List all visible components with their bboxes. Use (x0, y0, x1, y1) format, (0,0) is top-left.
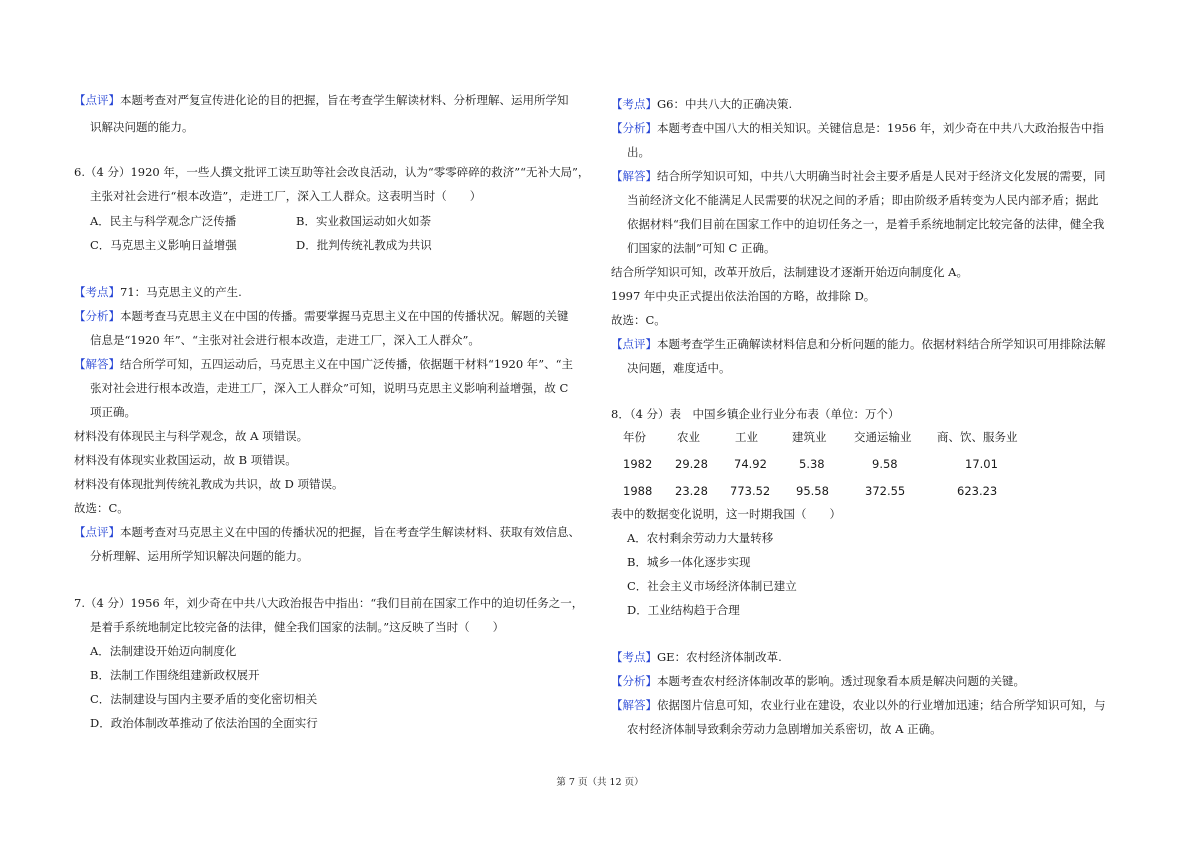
q7-kaodian: 【考点】G6：中共八大的正确决策. (611, 97, 793, 111)
q6-analysis-cont: 信息是“1920 年”、“主张对社会进行根本改造，走进工厂，深入工人群众”。 (90, 333, 480, 347)
q8-answer-cont: 农村经济体制导致剩余劳动力急剧增加关系密切，故 A 正确。 (627, 722, 942, 736)
table-cell: 5.38 (799, 457, 825, 471)
q7-option-d: D．政治体制改革推动了依法治国的全面实行 (90, 716, 318, 730)
table-cell: 372.55 (865, 484, 906, 498)
comment-tag: 【点评】 (74, 525, 120, 539)
q6-answer-line: 材料没有体现批判传统礼教成为共识，故 D 项错误。 (74, 477, 344, 491)
table-cell: 1988 (623, 484, 653, 498)
table-cell: 95.58 (796, 484, 829, 498)
analysis-tag: 【分析】 (611, 121, 657, 135)
table-cell: 29.28 (675, 457, 708, 471)
q6-option-a: A．民主与科学观念广泛传播 (90, 214, 237, 228)
table-cell: 74.92 (734, 457, 767, 471)
table-cell: 9.58 (872, 457, 898, 471)
q7-comment-cont: 决问题，难度适中。 (627, 361, 731, 375)
q5-comment: 【点评】本题考查对严复宣传进化论的目的把握，旨在考查学生解读材料、分析理解、运用所学知 (74, 93, 569, 107)
table-header: 建筑业 (792, 430, 827, 444)
q6-comment-cont: 分析理解、运用所学知识解决问题的能力。 (90, 549, 309, 563)
q6-option-b: B．实业救国运动如火如荼 (296, 214, 431, 228)
q6-option-c: C．马克思主义影响日益增强 (90, 238, 237, 252)
q6-answer-cont2: 项正确。 (90, 405, 136, 419)
q6-analysis: 【分析】本题考查马克思主义在中国的传播。需要掌握马克思主义在中国的传播状况。解题的关键 (74, 309, 569, 323)
q6-answer-cont: 张对社会进行根本改造，走进工厂，深入工人群众”可知，说明马克思主义影响利益增强，故 C (90, 381, 569, 395)
q6-kaodian: 【考点】71：马克思主义的产生. (74, 285, 242, 299)
q8-option-b: B．城乡一体化逐步实现 (627, 555, 751, 569)
q8-option-c: C．社会主义市场经济体制已建立 (627, 579, 797, 593)
kaodian-tag: 【考点】 (611, 97, 657, 111)
analysis-tag: 【分析】 (611, 674, 657, 688)
q7-choice: 故选：C。 (611, 313, 666, 327)
table-header: 农业 (677, 430, 700, 444)
q7-stem-cont: 是着手系统地制定比较完备的法律，健全我们国家的法制。”这反映了当时（ ） (90, 620, 505, 634)
q6-answer: 【解答】结合所学可知，五四运动后，马克思主义在中国广泛传播，依据题干材料“1920 年”、“主 (74, 357, 574, 371)
q8-analysis: 【分析】本题考查农村经济体制改革的影响。透过现象看本质是解决问题的关键。 (611, 674, 1025, 688)
q7-answer: 【解答】结合所学知识可知，中共八大明确当时社会主要矛盾是人民对于经济文化发展的需要，同 (611, 169, 1106, 183)
q6-comment: 【点评】本题考查对马克思主义在中国的传播状况的把握，旨在考查学生解读材料、获取有效信息、 (74, 525, 580, 539)
kaodian-tag: 【考点】 (74, 285, 120, 299)
q7-answer-line: 结合所学知识可知，改革开放后，法制建设才逐渐开始迈向制度化 A。 (611, 265, 968, 279)
comment-tag: 【点评】 (611, 337, 657, 351)
q7-option-a: A．法制建设开始迈向制度化 (90, 644, 237, 658)
q7-answer-cont: 们国家的法制”可知 C 正确。 (627, 241, 776, 255)
q6-choice: 故选：C。 (74, 501, 129, 515)
table-header: 商、饮、服务业 (937, 430, 1018, 444)
q8-option-a: A．农村剩余劳动力大量转移 (627, 531, 774, 545)
table-header: 工业 (735, 430, 758, 444)
q8-option-d: D．工业结构趋于合理 (627, 603, 740, 617)
q6-stem-cont: 主张对社会进行“根本改造”，走进工厂，深入工人群众。这表明当时（ ） (90, 189, 482, 203)
answer-tag: 【解答】 (611, 169, 657, 183)
q7-option-c: C．法制建设与国内主要矛盾的变化密切相关 (90, 692, 318, 706)
q6-answer-line: 材料没有体现实业救国运动，故 B 项错误。 (74, 453, 297, 467)
q7-analysis-cont: 出。 (627, 145, 650, 159)
q7-answer-cont: 依据材料“我们目前在国家工作中的迫切任务之一，是着手系统地制定比较完备的法律，健全我 (627, 217, 1105, 231)
q7-answer-line: 1997 年中央正式提出依法治国的方略，故排除 D。 (611, 289, 876, 303)
q6-stem: 6.（4 分）1920 年，一些人撰文批评工读互助等社会改良活动，认为“零零碎碎的救济”“无补大局”， (74, 165, 590, 179)
comment-tag: 【点评】 (74, 93, 120, 107)
analysis-tag: 【分析】 (74, 309, 120, 323)
table-header: 年份 (623, 430, 646, 444)
table-cell: 23.28 (675, 484, 708, 498)
table-cell: 17.01 (965, 457, 998, 471)
q7-answer-cont: 当前经济文化不能满足人民需要的状况之间的矛盾；即由阶级矛盾转变为人民内部矛盾；据此 (627, 193, 1099, 207)
q6-answer-line: 材料没有体现民主与科学观念，故 A 项错误。 (74, 429, 309, 443)
q7-stem: 7.（4 分）1956 年，刘少奇在中共八大政治报告中指出：“我们目前在国家工作中的迫切任务之一， (74, 596, 584, 610)
kaodian-tag: 【考点】 (611, 650, 657, 664)
table-cell: 623.23 (957, 484, 998, 498)
table-cell: 1982 (623, 457, 653, 471)
answer-tag: 【解答】 (611, 698, 657, 712)
table-header: 交通运输业 (854, 430, 912, 444)
q7-option-b: B．法制工作围绕组建新政权展开 (90, 668, 260, 682)
q8-answer: 【解答】依据图片信息可知，农业行业在建设，农业以外的行业增加迅速；结合所学知识可知，与 (611, 698, 1106, 712)
answer-tag: 【解答】 (74, 357, 120, 371)
q7-comment: 【点评】本题考查学生正确解读材料信息和分析问题的能力。依据材料结合所学知识可用排除法解 (611, 337, 1106, 351)
q8-question: 表中的数据变化说明，这一时期我国（ ） (611, 507, 841, 521)
q7-analysis: 【分析】本题考查中国八大的相关知识。关键信息是：1956 年，刘少奇在中共八大政治报告中指 (611, 121, 1104, 135)
q8-kaodian: 【考点】GE：农村经济体制改革. (611, 650, 782, 664)
q5-comment-cont: 识解决问题的能力。 (90, 120, 194, 134)
page-footer: 第 7 页（共 12 页） (556, 777, 644, 788)
q8-stem: 8．（4 分）表 中国乡镇企业行业分布表（单位：万个） (611, 407, 900, 421)
q6-option-d: D．批判传统礼教成为共识 (296, 238, 432, 252)
table-cell: 773.52 (730, 484, 771, 498)
